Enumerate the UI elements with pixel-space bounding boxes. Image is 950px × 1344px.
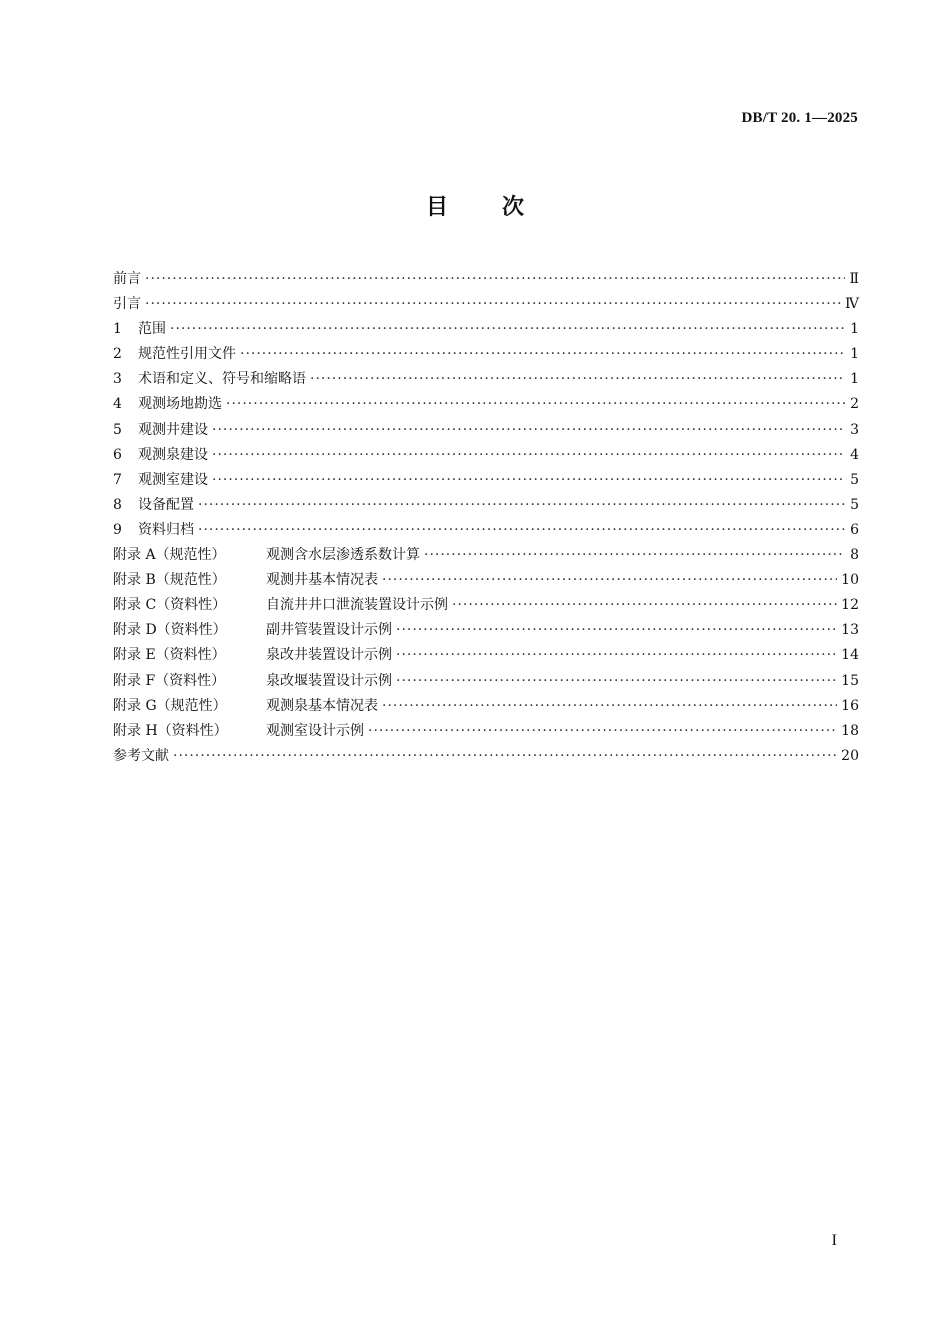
toc-leader-dots: [212, 470, 845, 490]
toc-entry-label: 观测泉基本情况表: [266, 697, 378, 714]
toc-entry-page: 18: [841, 722, 859, 739]
toc-entry-appendix-c[interactable]: [113, 595, 859, 620]
toc-entry-label: 参考文献: [113, 747, 169, 764]
toc-entry-page: 8: [850, 547, 859, 564]
toc-entry-page: 1: [850, 346, 859, 363]
toc-entry-page: 4: [850, 446, 859, 463]
toc-leader-dots: [452, 595, 837, 615]
toc-title-char-1: 目: [425, 195, 448, 220]
toc-entry-appendix-d[interactable]: [113, 620, 859, 645]
toc-leader-dots: [396, 671, 837, 691]
toc-leader-dots: [173, 746, 837, 766]
toc-entry-label: 观测场地勘选: [138, 396, 222, 413]
document-code: DB/T 20. 1—2025: [741, 110, 858, 126]
toc-entry-label: 术语和定义、符号和缩略语: [138, 371, 306, 388]
toc-entry-appendix-g[interactable]: [113, 696, 859, 721]
toc-entry-label: 观测泉建设: [138, 446, 208, 463]
toc-entry-8[interactable]: [113, 495, 859, 520]
toc-leader-dots: [396, 620, 837, 640]
toc-entry-page: Ⅱ: [849, 271, 859, 287]
toc-entry-appendix-h[interactable]: [113, 721, 859, 746]
toc-leader-dots: [212, 445, 845, 465]
toc-leader-dots: [240, 344, 845, 364]
toc-entry-appendix-b[interactable]: [113, 570, 859, 595]
toc-entry-6[interactable]: [113, 445, 859, 470]
toc-entry-page: 10: [841, 572, 859, 589]
toc-entry-number: 6: [113, 446, 122, 463]
toc-leader-dots: [170, 319, 845, 339]
toc-entry-page: 5: [850, 496, 859, 513]
toc-leader-dots: [382, 570, 837, 590]
toc-entry-4[interactable]: [113, 394, 859, 419]
toc-leader-dots: [424, 545, 845, 565]
toc-leader-dots: [368, 721, 837, 741]
toc-entry-page: 1: [850, 371, 859, 388]
toc-entry-foreword[interactable]: [113, 269, 859, 294]
toc-entry-references[interactable]: [113, 746, 859, 771]
toc-entry-label: 观测井基本情况表: [266, 572, 378, 589]
toc-leader-dots: [382, 696, 837, 716]
toc-title-char-2: 次: [502, 195, 525, 220]
toc-appendix-tag: 附录 E（资料性）: [113, 647, 226, 664]
toc-entry-1[interactable]: [113, 319, 859, 344]
toc-entry-number: 5: [113, 421, 122, 438]
toc-entry-label: 规范性引用文件: [138, 346, 236, 363]
toc-appendix-tag: 附录 B（规范性）: [113, 572, 226, 589]
toc-entry-number: 4: [113, 396, 122, 413]
toc-leader-dots: [145, 294, 841, 314]
toc-title: [0, 190, 950, 221]
toc-entry-label: 观测室设计示例: [266, 722, 364, 739]
toc-entry-7[interactable]: [113, 470, 859, 495]
toc-leader-dots: [212, 420, 845, 440]
toc-entry-appendix-e[interactable]: [113, 645, 859, 670]
toc-entry-page: 5: [850, 471, 859, 488]
toc-appendix-tag: 附录 D（资料性）: [113, 622, 227, 639]
toc-entry-appendix-f[interactable]: [113, 671, 859, 696]
toc-entry-label: 观测室建设: [138, 471, 208, 488]
toc-entry-label: 副井管装置设计示例: [266, 622, 392, 639]
toc-appendix-tag: 附录 A（规范性）: [113, 547, 226, 564]
toc-entry-page: 6: [850, 521, 859, 538]
toc-entry-page: 2: [850, 396, 859, 413]
toc-appendix-tag: 附录 G（规范性）: [113, 697, 227, 714]
toc-entry-label: 泉改井装置设计示例: [266, 647, 392, 664]
toc-appendix-tag: 附录 F（资料性）: [113, 672, 226, 689]
toc-leader-dots: [145, 269, 845, 289]
toc-entry-page: 3: [850, 421, 859, 438]
toc-entry-number: 1: [113, 321, 122, 338]
toc-entry-label: 范围: [138, 321, 166, 338]
toc-entry-page: 15: [841, 672, 859, 689]
toc-entry-label: 观测含水层渗透系数计算: [266, 547, 420, 564]
page-number: I: [831, 1232, 837, 1249]
toc-entry-label: 泉改堰装置设计示例: [266, 672, 392, 689]
toc-entry-3[interactable]: [113, 369, 859, 394]
toc-entry-number: 2: [113, 346, 122, 363]
toc-entry-page: Ⅳ: [845, 296, 859, 313]
table-of-contents: [113, 269, 859, 771]
toc-entry-number: 8: [113, 496, 122, 513]
toc-entry-number: 7: [113, 471, 122, 488]
toc-entry-page: 20: [841, 747, 859, 764]
toc-entry-label: 设备配置: [138, 496, 194, 513]
toc-appendix-tag: 附录 C（资料性）: [113, 597, 227, 614]
toc-entry-introduction[interactable]: [113, 294, 859, 319]
toc-leader-dots: [310, 369, 845, 389]
toc-appendix-tag: 附录 H（资料性）: [113, 722, 228, 739]
toc-entry-appendix-a[interactable]: [113, 545, 859, 570]
toc-entry-page: 14: [841, 647, 859, 664]
toc-entry-label: 前言: [113, 271, 141, 287]
toc-entry-label: 资料归档: [138, 521, 194, 538]
toc-entry-number: 9: [113, 521, 122, 538]
toc-leader-dots: [198, 495, 845, 515]
toc-entry-label: 自流井井口泄流装置设计示例: [266, 597, 448, 614]
toc-entry-label: 引言: [113, 296, 141, 313]
toc-entry-page: 1: [850, 321, 859, 338]
toc-entry-5[interactable]: [113, 420, 859, 445]
toc-entry-label: 观测井建设: [138, 421, 208, 438]
toc-leader-dots: [198, 520, 845, 540]
toc-entry-page: 13: [841, 622, 859, 639]
toc-entry-2[interactable]: [113, 344, 859, 369]
toc-entry-page: 12: [841, 597, 859, 614]
toc-entry-9[interactable]: [113, 520, 859, 545]
toc-entry-number: 3: [113, 371, 122, 388]
toc-entry-page: 16: [841, 697, 859, 714]
toc-leader-dots: [226, 394, 845, 414]
toc-leader-dots: [396, 645, 837, 665]
